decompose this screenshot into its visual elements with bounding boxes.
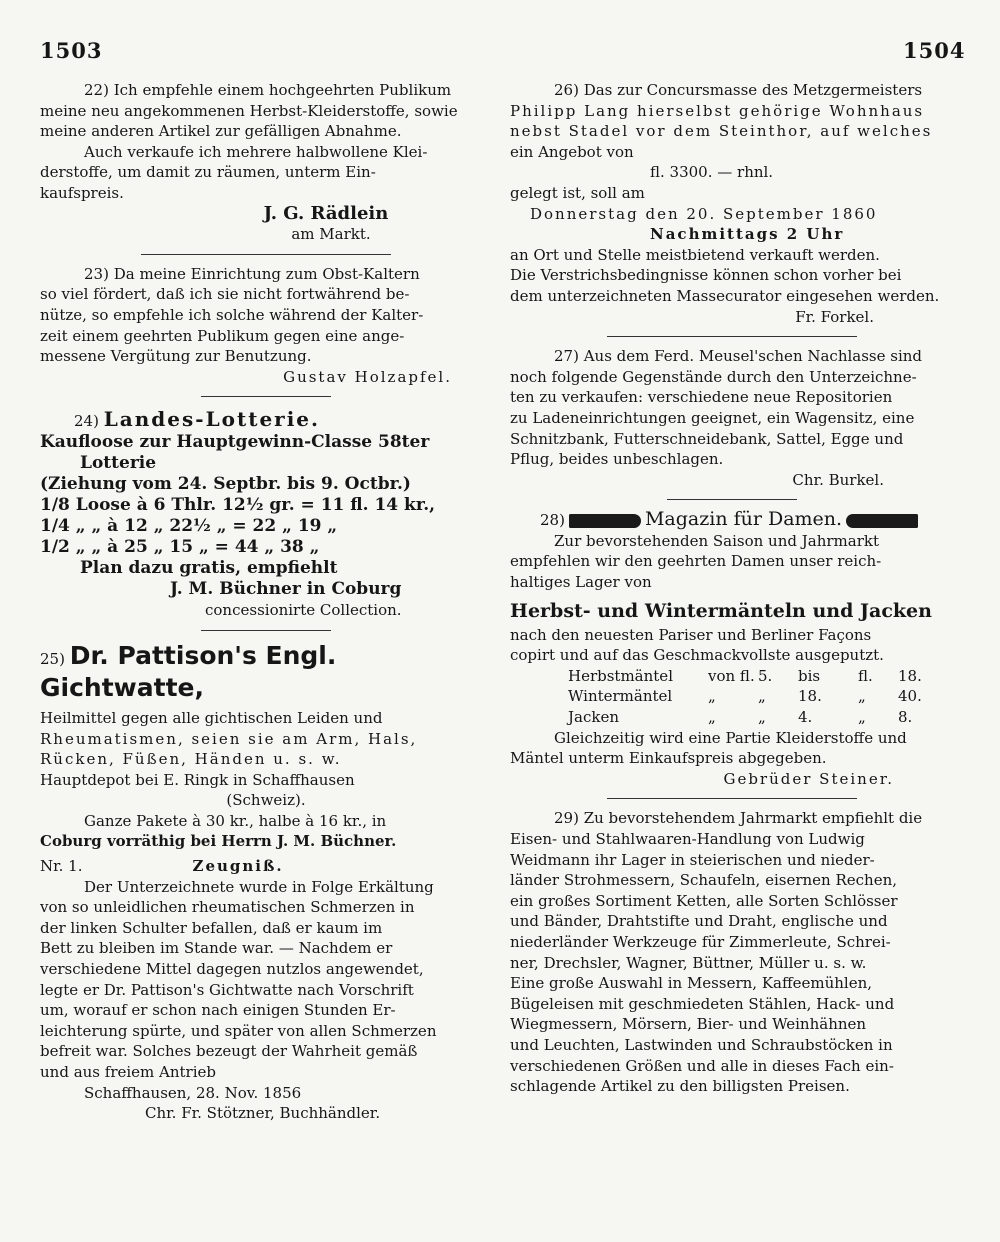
text-line: noch folgende Gegenstände durch den Unterzeichne- [510,367,917,386]
ad-26 [510,80,954,327]
divider [607,798,857,799]
text-line: Bügeleisen mit geschmiedeten Stählen, Hack- und [510,994,895,1013]
text-line: länder Strohmessern, Schaufeln, eisernen Rechen, [510,871,898,890]
price-line: 1/2 „ „ à 25 „ 15 „ = 44 „ 38 „ [40,537,320,558]
text-line: befreit war. Solches bezeugt der Wahrheit gemäß [40,1042,418,1061]
text-line: zeit einem geehrten Publikum gegen eine ange- [40,326,405,345]
text-line: an Ort und Stelle meistbietend verkauft werden. [510,245,880,264]
text-line: Philipp Lang hierselbst gehörige Wohnhaus [510,101,925,120]
text-line: messene Vergütung zur Benutzung. [40,347,312,366]
lottery-subtitle: Lotterie [80,453,157,474]
text-line: 29) Zu bevorstehendem Jahrmarkt empfiehlt die [554,809,923,828]
ad-23 [40,264,492,388]
text-line: Eine große Auswahl in Messern, Kaffeemühlen, [510,974,873,993]
divider [667,499,797,500]
lottery-dates: (Ziehung vom 24. Septbr. bis 9. Octbr.) [40,474,411,495]
text-line: Gleichzeitig wird eine Partie Kleiderstoffe und [554,728,907,747]
price-cell: „ [858,687,866,706]
text-line: zu Ladeneinrichtungen geeignet, ein Wagensitz, eine [510,408,915,427]
text-line: und Bänder, Drahtstifte und Draht, englische und [510,912,888,931]
plan-line: Plan dazu gratis, empfiehlt [80,558,338,579]
text-line: ten zu verkaufen: verschiedene neue Repositorien [510,388,893,407]
text-line: 22) Ich empfehle einem hochgeehrten Publikum [84,81,452,99]
price-cell: „ [758,687,766,706]
text-line: 23) Da meine Einrichtung zum Obst-Kaltern [84,264,420,283]
text-line: Wiegmessern, Mörsern, Bier- und Weinhähnen [510,1015,867,1034]
price-cell: „ [708,687,716,706]
price-item: Wintermäntel [568,687,673,706]
price-line: 1/8 Loose à 6 Thlr. 12½ gr. = 11 fl. 14 kr., [40,495,436,516]
testimonial-heading: Zeugniß. [192,857,284,876]
divider [607,336,857,337]
signature: Gustav Holzapfel. [283,367,452,386]
text-line: Schnitzbank, Futterschneidebank, Sattel, Egge und [510,429,904,448]
price-cell: „ [708,708,716,727]
ad-27 [510,346,954,490]
price-item: Herbstmäntel [568,666,673,685]
signature: Chr. Fr. Stötzner, Buchhändler. [145,1104,381,1123]
text-line: legte er Dr. Pattison's Gichtwatte nach Vorschrift [40,980,414,999]
text-line: ner, Drechsler, Wagner, Büttner, Müller u. s. w. [510,953,867,972]
divider [201,396,331,397]
text-line: kaufspreis. [40,183,124,202]
text-line: (Schweiz). [226,791,306,810]
auction-time: Nachmittags 2 Uhr [650,225,845,244]
auction-date: Donnerstag den 20. September 1860 [530,204,878,223]
signature-line: concessionirte Collection. [205,601,402,620]
pointing-hand-icon [569,514,641,528]
price-cell: bis [798,666,821,685]
text-line: Pflug, beides unbeschlagen. [510,450,724,469]
text-line: Weidmann ihr Lager in steierischen und nieder- [510,850,875,869]
ad-22 [40,80,492,245]
lottery-subtitle: Kaufloose zur Hauptgewinn-Classe 58ter [40,432,430,453]
ad-title: Magazin für Damen. [644,508,843,531]
text-line: Heilmittel gegen alle gichtischen Leiden und [40,708,383,727]
price-row [510,686,954,707]
text-line: Auch verkaufe ich mehrere halbwollene Klei- [84,142,428,161]
text-line: ein Angebot von [510,142,634,161]
text-line: leichterung spürte, und später von allen Schmerzen [40,1021,437,1040]
pointing-hand-icon [846,514,918,528]
right-column [510,80,954,1097]
price-cell: 18. [898,666,922,685]
text-line: 27) Aus dem Ferd. Meusel'schen Nachlasse sind [554,347,923,366]
text-line: Hauptdepot bei E. Ringk in Schaffhausen [40,770,355,789]
text-line: von so unleidlichen rheumatischen Schmerzen in [40,898,415,917]
text-line: copirt und auf das Geschmackvollste ausgeputzt. [510,646,884,665]
left-column [40,80,492,1124]
ad-number: 28) [540,511,565,530]
price-cell: 5. [758,666,773,685]
ad-28 [510,509,954,789]
ad-title: Dr. Pattison's Engl. Gichtwatte, [40,640,337,702]
text-line: Bett zu bleiben im Stande war. — Nachdem er [40,939,393,958]
text-line: Zur bevorstehenden Saison und Jahrmarkt [554,531,879,550]
text-line: dem unterzeichneten Massecurator eingesehen werden. [510,286,940,305]
divider [141,254,391,255]
price-cell: 8. [898,708,913,727]
text-line: schlagende Artikel zu den billigsten Preisen. [510,1077,850,1096]
testimonial-number: Nr. 1. [40,857,83,876]
text-line: nach den neuesten Pariser und Berliner Façons [510,625,872,644]
text-line: empfehlen wir den geehrten Damen unser reich- [510,552,882,571]
text-line: nütze, so empfehle ich solche während der Kalter- [40,305,424,324]
price-cell: fl. [858,666,873,685]
price-cell: „ [858,708,866,727]
text-line: meine neu angekommenen Herbst-Kleiderstoffe, sowie [40,101,458,120]
text-line: Ganze Pakete à 30 kr., halbe à 16 kr., in [84,811,387,830]
signature: Fr. Forkel. [795,307,874,326]
ad-29 [510,808,954,1096]
price-cell: von fl. [708,666,755,685]
ad-title: Landes-Lotterie. [103,407,320,432]
ad-number: 24) [74,412,99,431]
text-line: Coburg vorräthig bei Herrn J. M. Büchner. [40,832,397,851]
text-line: um, worauf er schon nach einigen Stunden Er- [40,1001,396,1020]
text-line: Rücken, Füßen, Händen u. s. w. [40,750,342,769]
ad-number: 25) [40,649,65,668]
text-line: Die Verstrichsbedingnisse können schon vorher bei [510,266,902,285]
page-number-left: 1503 [40,38,103,63]
text-line: Der Unterzeichnete wurde in Folge Erkältung [84,877,434,896]
text-line: niederländer Werkzeuge für Zimmerleute, Schrei- [510,932,891,951]
price-cell: 18. [798,687,822,706]
text-line: Mäntel unterm Einkaufspreis abgegeben. [510,749,827,768]
page-number-right: 1504 [903,38,966,63]
signature: J. G. Rädlein [263,202,389,224]
text-line: der linken Schulter befallen, daß er kaum im [40,918,383,937]
text-line: derstoffe, um damit zu räumen, unterm Ein- [40,163,376,182]
text-line: nebst Stadel vor dem Steinthor, auf welches [510,122,933,141]
text-line: verschiedenen Größen und alle in dieses Fach ein- [510,1056,894,1075]
price-item: Jacken [568,708,619,727]
text-line: Rheumatismen, seien sie am Arm, Hals, [40,729,418,748]
place-date: Schaffhausen, 28. Nov. 1856 [84,1083,302,1102]
text-line: und aus freiem Antrieb [40,1063,216,1081]
text-line: Eisen- und Stahlwaaren-Handlung von Ludwig [510,830,865,848]
signature: Chr. Burkel. [792,470,884,489]
price-cell: 40. [898,687,922,706]
signature-line: am Markt. [291,225,371,244]
text-line: haltiges Lager von [510,573,652,592]
text-line: so viel fördert, daß ich sie nicht fortwährend be- [40,285,410,304]
signature: J. M. Büchner in Coburg [170,579,402,600]
text-line: meine anderen Artikel zur gefälligen Abnahme. [40,122,402,141]
divider [201,630,331,631]
offer-amount: fl. 3300. — rhnl. [650,163,774,182]
headline: Herbst- und Wintermänteln und Jacken [510,599,932,622]
text-line: verschiedene Mittel dagegen nutzlos angewendet, [40,960,424,979]
text-line: ein großes Sortiment Ketten, alle Sorten Schlösser [510,891,898,910]
signature: Gebrüder Steiner. [723,769,894,788]
ad-25 [40,640,492,1124]
ad-24 [40,406,492,621]
price-row [510,666,954,687]
price-line: 1/4 „ „ à 12 „ 22½ „ = 22 „ 19 „ [40,516,338,537]
price-row [510,707,954,728]
text-line: gelegt ist, soll am [510,183,645,202]
text-line: 26) Das zur Concursmasse des Metzgermeisters [554,81,923,99]
text-line: und Leuchten, Lastwinden und Schraubstöcken in [510,1035,893,1054]
price-cell: „ [758,708,766,727]
price-cell: 4. [798,708,813,727]
